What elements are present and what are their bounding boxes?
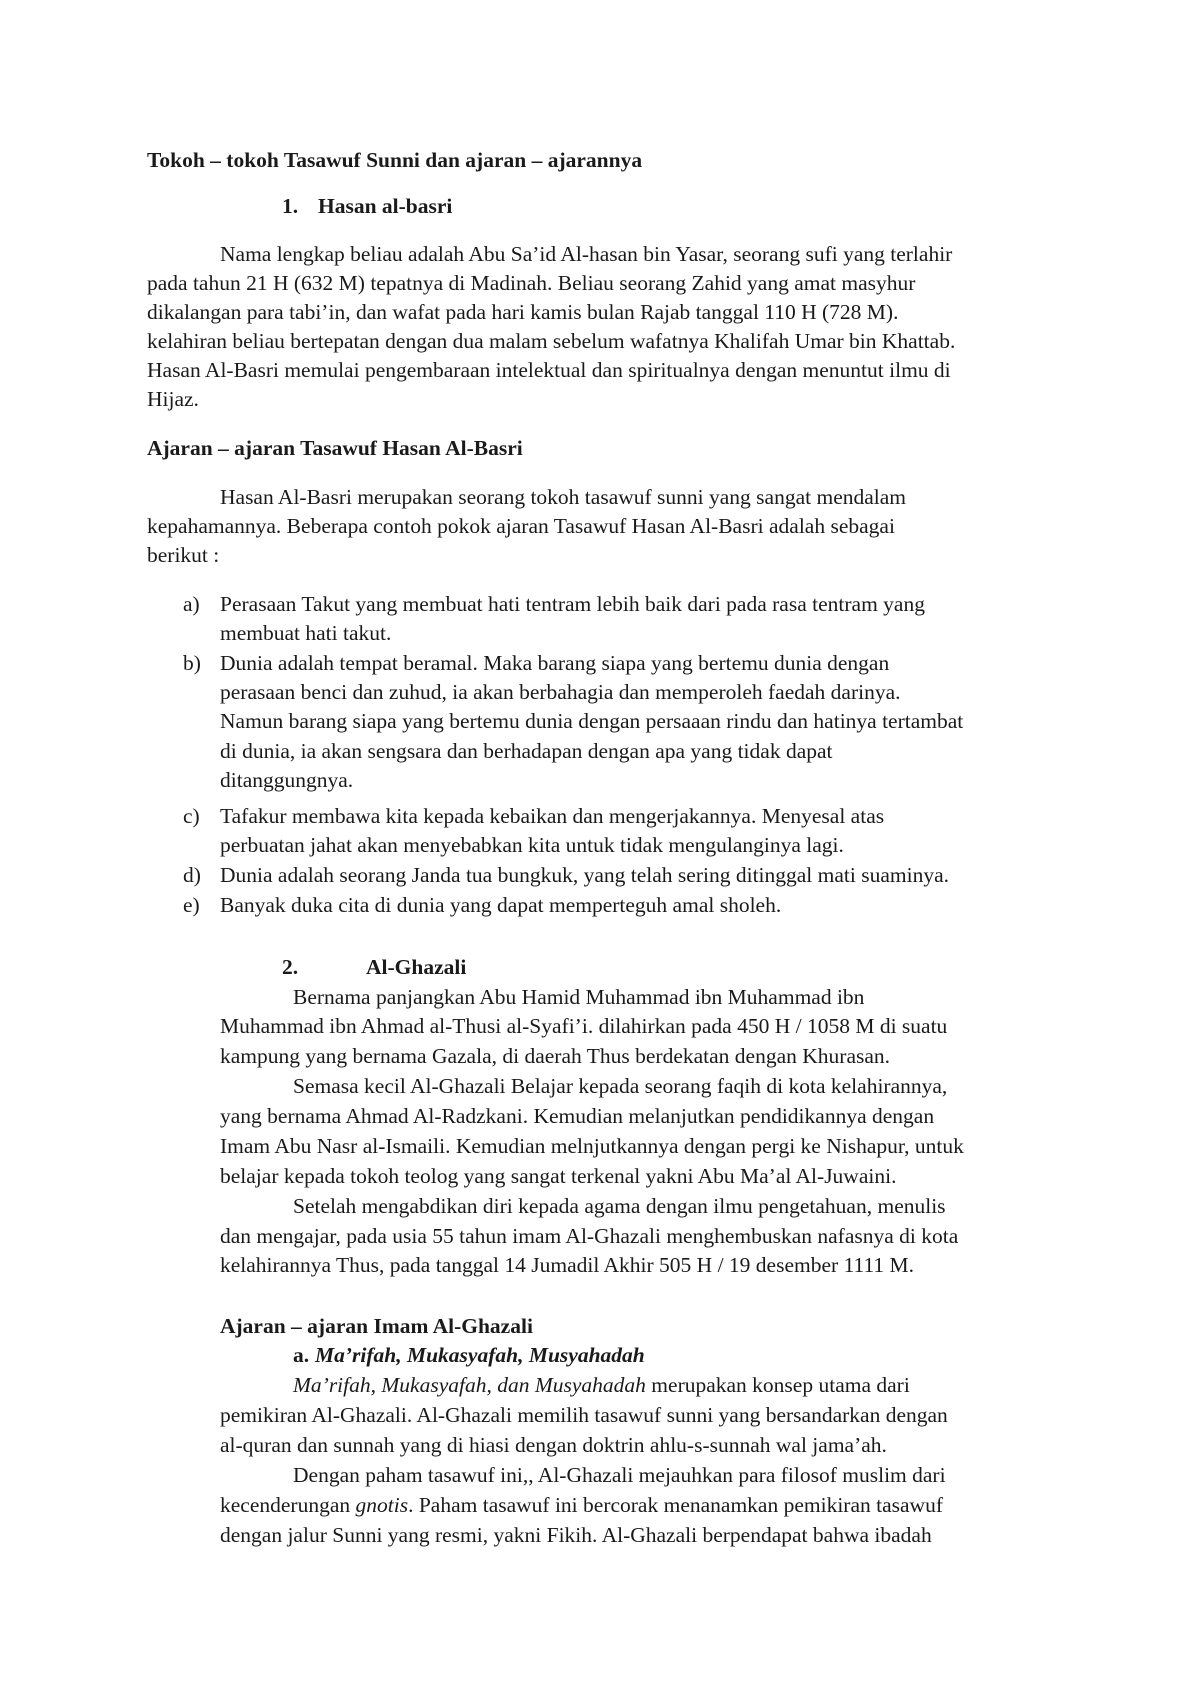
list-item-line: ditanggungnya. [220,768,354,792]
list-item-line: Dunia adalah tempat beramal. Maka barang siapa yang bertemu dunia dengan [220,651,890,675]
section1-intro-line: Hasan Al-Basri merupakan seorang tokoh tasawuf sunni yang sangat mendalam [220,485,907,509]
section2-number: 2. [282,955,299,979]
sub-a-p2-italic: gnotis [355,1493,409,1517]
sub-a-para2-line: dengan jalur Sunni yang resmi, yakni Fikih. Al-Ghazali berpendapat bahwa ibadah [220,1523,932,1547]
list-item-label: b) [183,651,201,675]
section2-para1-line: kampung yang bernama Gazala, di daerah Thus berdekatan dengan Khurasan. [220,1044,891,1068]
section2-para2-line: belajar kepada tokoh teolog yang sangat terkenal yakni Abu Ma’al Al-Juwaini. [220,1164,897,1188]
section1-para-line: pada tahun 21 H (632 M) tepatnya di Madinah. Beliau seorang Zahid yang amat masyhur [147,271,916,295]
sub-a-label: a. [293,1343,310,1367]
section1-intro-line: kepahamannya. Beberapa contoh pokok ajaran Tasawuf Hasan Al-Basri adalah sebagai [147,514,895,538]
sub-a-para1-first-line [293,1370,910,1400]
list-item-line: Namun barang siapa yang bertemu dunia dengan persaaan rindu dan hatinya tertambat [220,709,964,733]
sub-a-title: Ma’rifah, Mukasyafah, Musyahadah [315,1343,645,1367]
section2-para2-line: Imam Abu Nasr al-Ismaili. Kemudian melnjutkannya dengan pergi ke Nishapur, untuk [220,1134,964,1158]
list-item-line: Banyak duka cita di dunia yang dapat memperteguh amal sholeh. [220,893,782,917]
sub-a-para2-line: Dengan paham tasawuf ini,, Al-Ghazali mejauhkan para filosof muslim dari [293,1463,946,1487]
section2-para3-line: kelahirannya Thus, pada tanggal 14 Jumadil Akhir 505 H / 19 desember 1111 M. [220,1253,915,1277]
document-title: Tokoh – tokoh Tasawuf Sunni dan ajaran – ajarannya [147,148,643,172]
section1-para-line: Hijaz. [147,387,199,411]
section2-para2-line: yang bernama Ahmad Al-Radzkani. Kemudian melanjutkan pendidikannya dengan [220,1104,935,1128]
section1-para-line: Hasan Al-Basri memulai pengembaraan intelektual dan spiritualnya dengan menuntut ilmu di [147,358,951,382]
list-item-label: a) [183,592,200,616]
sub-a-line1-rest: merupakan konsep utama dari [645,1373,910,1397]
section2-para3-line: Setelah mengabdikan diri kepada agama dengan ilmu pengetahuan, menulis [293,1194,946,1218]
sub-a-para1-line: al-quran dan sunnah yang di hiasi dengan doktrin ahlu-s-sunnah wal jama’ah. [220,1433,887,1457]
list-item-label: e) [183,893,200,917]
list-item-label: d) [183,863,201,887]
sub-a-italic-terms: Ma’rifah, Mukasyafah, dan Musyahadah [293,1373,646,1397]
sub-a-p2-pre: kecenderungan [220,1493,356,1517]
sub-a-p2-post: . Paham tasawuf ini bercorak menanamkan pemikiran tasawuf [408,1493,943,1517]
list-item-line: di dunia, ia akan sengsara dan berhadapan dengan apa yang tidak dapat [220,739,833,763]
list-item-line: membuat hati takut. [220,621,392,645]
section1-intro-line: berikut : [147,543,220,567]
section2-teachings-heading: Ajaran – ajaran Imam Al-Ghazali [220,1314,533,1338]
list-item-line: Perasaan Takut yang membuat hati tentram lebih baik dari pada rasa tentram yang [220,592,925,616]
section1-heading: Hasan al-basri [318,194,453,218]
list-item-line: Dunia adalah seorang Janda tua bungkuk, yang telah sering ditinggal mati suaminya. [220,863,950,887]
list-item-label: c) [183,804,200,828]
section2-para3-line: dan mengajar, pada usia 55 tahun imam Al-Ghazali menghembuskan nafasnya di kota [220,1224,959,1248]
section2-heading: Al-Ghazali [366,955,467,979]
section1-para-line: Nama lengkap beliau adalah Abu Sa’id Al-hasan bin Yasar, seorang sufi yang terlahir [220,242,953,266]
section1-para-line: dikalangan para tabi’in, dan wafat pada hari kamis bulan Rajab tanggal 110 H (728 M). [147,300,899,324]
list-item-line: perbuatan jahat akan menyebabkan kita untuk tidak mengulanginya lagi. [220,833,844,857]
section2-para2-line: Semasa kecil Al-Ghazali Belajar kepada seorang faqih di kota kelahirannya, [293,1074,948,1098]
section2-para1-line: Muhammad ibn Ahmad al-Thusi al-Syafi’i. dilahirkan pada 450 H / 1058 M di suatu [220,1014,948,1038]
list-item-line: Tafakur membawa kita kepada kebaikan dan mengerjakannya. Menyesal atas [220,804,885,828]
section2-para1-line: Bernama panjangkan Abu Hamid Muhammad ibn Muhammad ibn [293,985,865,1009]
section1-para-line: kelahiran beliau bertepatan dengan dua malam sebelum wafatnya Khalifah Umar bin Khattab. [147,329,956,353]
sub-a-para1-line: pemikiran Al-Ghazali. Al-Ghazali memilih tasawuf sunni yang bersandarkan dengan [220,1403,948,1427]
section1-teachings-heading: Ajaran – ajaran Tasawuf Hasan Al-Basri [147,436,523,460]
list-item-line: perasaan benci dan zuhud, ia akan berbahagia dan memperoleh faedah darinya. [220,680,901,704]
section1-number: 1. [282,194,299,218]
sub-a-para2-line [220,1490,943,1520]
